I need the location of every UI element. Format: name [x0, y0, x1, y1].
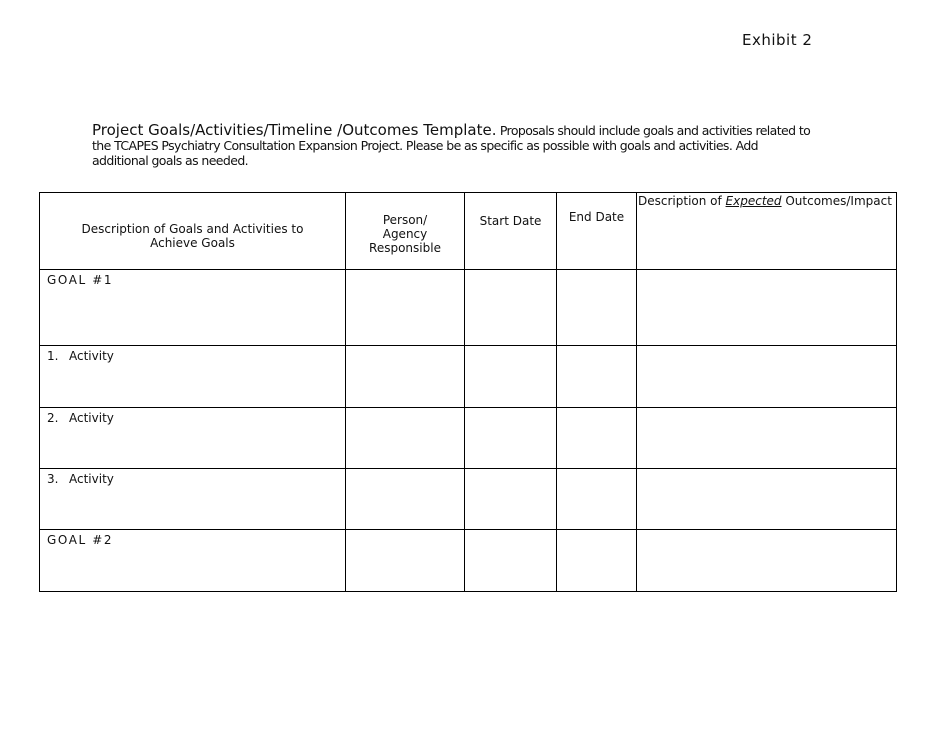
- exhibit-label: Exhibit 2: [742, 31, 813, 49]
- intro-paragraph: [92, 123, 812, 168]
- table-row: [40, 270, 897, 346]
- end-date-cell[interactable]: [557, 408, 637, 469]
- row-label-cell[interactable]: 2. Activity: [40, 408, 346, 469]
- end-date-cell[interactable]: [557, 346, 637, 408]
- start-date-cell[interactable]: [465, 469, 557, 530]
- person-cell[interactable]: [346, 408, 465, 469]
- end-date-cell[interactable]: [557, 530, 637, 592]
- outcome-cell[interactable]: [637, 469, 897, 530]
- end-date-cell[interactable]: [557, 270, 637, 346]
- header-description: Description of Goals and Activities to Achieve Goals: [40, 193, 346, 270]
- header-end-date: End Date: [557, 193, 637, 270]
- table-row: [40, 346, 897, 408]
- header-outcomes: Description of Expected Outcomes/Impact: [637, 193, 897, 270]
- outcome-cell[interactable]: [637, 408, 897, 469]
- intro-lead: Project Goals/Activities/Timeline /Outcomes Template.: [92, 121, 497, 139]
- outcome-cell[interactable]: [637, 530, 897, 592]
- intro-body: Proposals should include goals and activities related to the TCAPES Psychiatry Consultation Expansion Project. Please be as specific as possible with goals and activities. Add additional goals as needed.: [92, 123, 811, 168]
- row-label-cell[interactable]: 1. Activity: [40, 346, 346, 408]
- start-date-cell[interactable]: [465, 346, 557, 408]
- person-cell[interactable]: [346, 469, 465, 530]
- row-label-cell[interactable]: 3. Activity: [40, 469, 346, 530]
- person-cell[interactable]: [346, 530, 465, 592]
- goals-table: [39, 192, 897, 592]
- table-row: [40, 469, 897, 530]
- person-cell[interactable]: [346, 346, 465, 408]
- start-date-cell[interactable]: [465, 270, 557, 346]
- header-person: Person/ Agency Responsible: [346, 193, 465, 270]
- row-label-cell[interactable]: GOAL #1: [40, 270, 346, 346]
- end-date-cell[interactable]: [557, 469, 637, 530]
- header-start-date: Start Date: [465, 193, 557, 270]
- table-row: [40, 408, 897, 469]
- start-date-cell[interactable]: [465, 408, 557, 469]
- table-row: [40, 530, 897, 592]
- start-date-cell[interactable]: [465, 530, 557, 592]
- header-row: [40, 193, 897, 270]
- outcome-cell[interactable]: [637, 270, 897, 346]
- outcome-cell[interactable]: [637, 346, 897, 408]
- row-label-cell[interactable]: GOAL #2: [40, 530, 346, 592]
- person-cell[interactable]: [346, 270, 465, 346]
